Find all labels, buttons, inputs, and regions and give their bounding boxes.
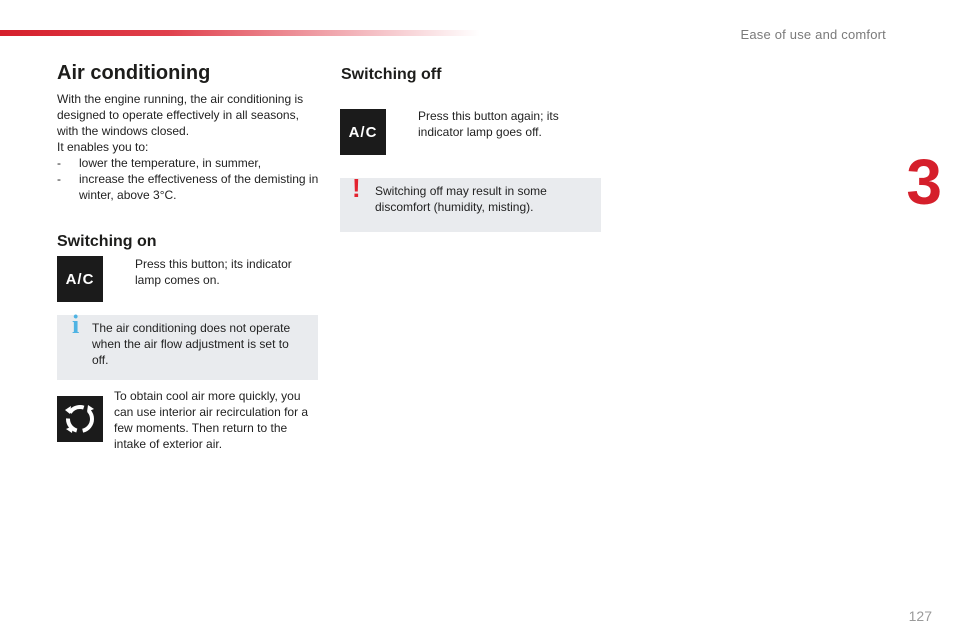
page-number: 127 bbox=[908, 608, 932, 624]
info-note bbox=[57, 310, 318, 380]
switching-on-instruction bbox=[117, 256, 317, 288]
warning-icon: ! bbox=[352, 173, 361, 203]
chapter-number: 3 bbox=[906, 146, 942, 218]
info-note-text: The air conditioning does not operate when the air flow adjustment is set to off. bbox=[92, 321, 291, 367]
instruction-text: Press this button again; its indicator lamp goes off. bbox=[418, 109, 559, 139]
intro-enables: It enables you to: bbox=[57, 140, 149, 154]
warning-note bbox=[340, 173, 601, 232]
list-item bbox=[57, 155, 322, 171]
page-title: Air conditioning bbox=[57, 62, 211, 84]
switching-off-instruction bbox=[400, 108, 580, 140]
pointer-icon bbox=[400, 108, 418, 140]
info-icon: i bbox=[72, 310, 80, 339]
section-header: Ease of use and comfort bbox=[740, 27, 886, 42]
ac-button-icon: A/C bbox=[57, 256, 103, 302]
accent-bar bbox=[0, 30, 480, 36]
recirculation-icon bbox=[57, 396, 103, 442]
ac-button-icon: A/C bbox=[340, 109, 386, 155]
list-item bbox=[57, 171, 322, 203]
list-dash: - bbox=[57, 156, 61, 170]
switching-on-heading: Switching on bbox=[57, 233, 157, 250]
list-item-text: increase the effectiveness of the demisting in winter, above 3°C. bbox=[79, 172, 319, 202]
list-dash: - bbox=[57, 172, 61, 186]
list-item-text: lower the temperature, in summer, bbox=[79, 156, 262, 170]
pointer-icon bbox=[117, 256, 135, 288]
intro-paragraph: With the engine running, the air conditioning is designed to operate effectively in all seasons, with the windows closed. bbox=[57, 92, 304, 138]
recirculation-text: To obtain cool air more quickly, you can use interior air recirculation for a few moments. Then return to the intake of exterior air. bbox=[114, 389, 309, 451]
instruction-text: Press this button; its indicator lamp comes on. bbox=[135, 257, 292, 287]
warning-note-text: Switching off may result in some discomfort (humidity, misting). bbox=[375, 184, 547, 214]
switching-off-heading: Switching off bbox=[341, 66, 442, 83]
intro-text bbox=[57, 91, 322, 203]
